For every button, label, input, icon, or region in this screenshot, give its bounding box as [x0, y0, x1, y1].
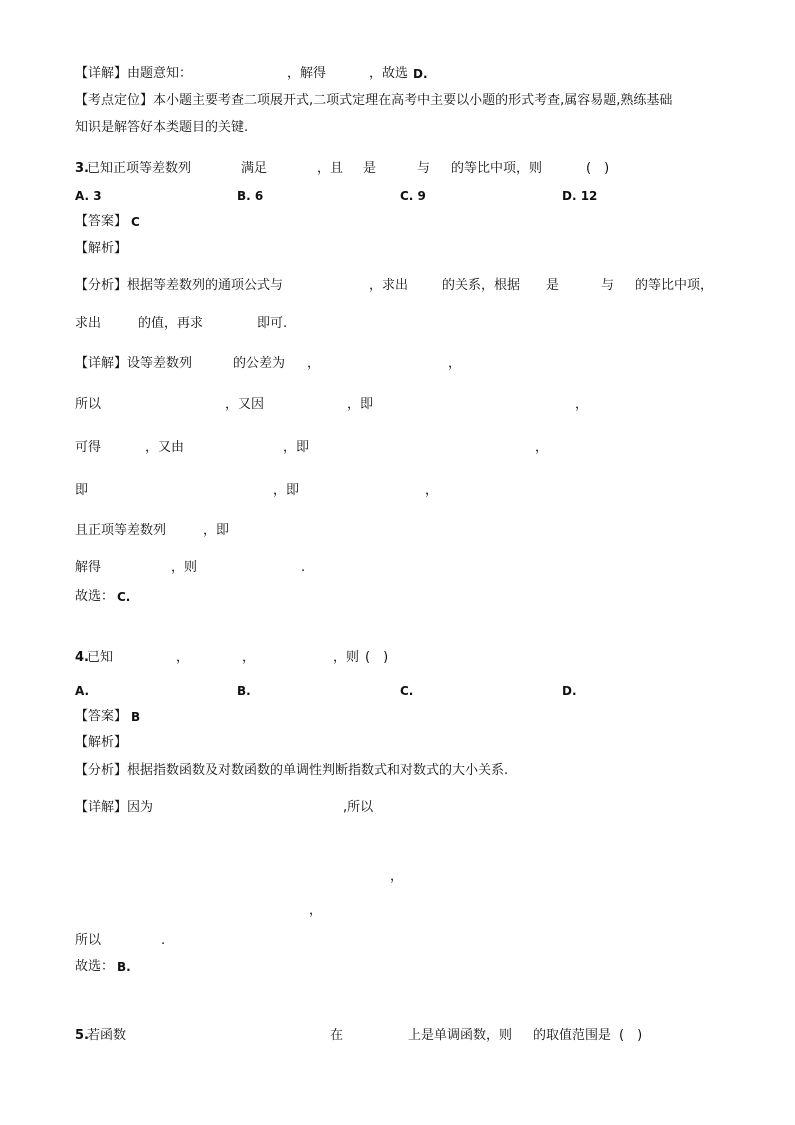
detail-choice: D.: [413, 67, 428, 81]
q4-stem-p4: ，则: [333, 650, 360, 665]
q3-analysis-label: 【解析】: [75, 241, 128, 256]
q3-kede-p1: 可得: [75, 440, 102, 455]
q3-jiede-p1: 解得: [75, 560, 102, 575]
q3-xiangjie-p1: 【详解】设等差数列: [75, 356, 193, 371]
q4-option-b: B.: [237, 684, 251, 698]
q3-ji-p2: ，即: [273, 483, 300, 498]
q4-stem-p1: 已知: [87, 650, 114, 665]
q3-paren: ( ): [586, 161, 610, 176]
q4-answer-label: 【答案】: [75, 709, 128, 724]
q3-stem-p4: 是: [363, 161, 377, 176]
q4-number: 4.: [75, 650, 89, 665]
q3-number: 3.: [75, 161, 89, 176]
q4-xiangjie-p1: 【详解】因为: [75, 800, 154, 815]
q3-guxuan-label: 故选：: [75, 589, 115, 604]
q3-jiede-p2: ，则: [171, 560, 198, 575]
q3-fenxi2-p2: 的值，再求: [138, 316, 204, 331]
q3-xiangjie-p3: ，: [307, 356, 321, 371]
q3-stem-p6: 的等比中项，则: [451, 161, 543, 176]
q3-suoyi-p2: ，又因: [225, 397, 265, 412]
q4-guxuan-value: B.: [117, 960, 131, 974]
q3-ji-p1: 即: [75, 483, 89, 498]
detail-solve-text: ，解得: [287, 66, 327, 81]
q4-guxuan-label: 故选：: [75, 959, 115, 974]
kaodian-line-1: 【考点定位】本小题主要考查二项展开式,二项式定理在高考中主要以小题的形式考查,属容易题,熟练基础: [75, 93, 673, 108]
q5-stem-p3: 上是单调函数，则: [408, 1028, 513, 1043]
q3-xiangjie-p4: ，: [448, 356, 462, 371]
q4-comma-a: ，: [390, 869, 404, 884]
q3-suoyi-p1: 所以: [75, 397, 102, 412]
q5-stem-p2: 在: [330, 1028, 344, 1043]
q3-stem-p2: 满足: [241, 161, 268, 176]
q5-number: 5.: [75, 1028, 89, 1043]
q3-stem-p3: ，且: [317, 161, 344, 176]
q5-stem-p1: 若函数: [87, 1028, 127, 1043]
q4-answer-value: B: [131, 710, 141, 724]
q4-stem-p3: ，: [242, 650, 256, 665]
q3-kede-p3: ，即: [283, 440, 310, 455]
q3-stem-p5: 与: [417, 161, 431, 176]
detail-choose-text: ，故选: [369, 66, 409, 81]
q4-stem-p2: ，: [176, 650, 190, 665]
q3-option-c: C. 9: [400, 189, 426, 203]
q3-guxuan-value: C.: [117, 590, 131, 604]
q3-option-d: D. 12: [562, 189, 598, 203]
q3-stem-p1: 已知正项等差数列: [87, 161, 192, 176]
kaodian-line-2: 知识是解答好本类题目的关键.: [75, 120, 249, 135]
q4-suoyi-p2: .: [161, 933, 166, 948]
q3-ji-p3: ，: [425, 483, 439, 498]
q3-fenxi-p6: 的等比中项，: [635, 278, 714, 293]
q5-stem-p4: 的取值范围是: [533, 1028, 612, 1043]
q3-suoyi-p3: ，即: [347, 397, 374, 412]
q3-kede-p2: ，又由: [145, 440, 185, 455]
q4-option-d: D.: [562, 684, 577, 698]
q4-option-c: C.: [400, 684, 414, 698]
q3-fenxi-p5: 与: [601, 278, 615, 293]
q3-fenxi2-p1: 求出: [75, 316, 102, 331]
q4-suoyi-p1: 所以: [75, 933, 102, 948]
q3-fenxi-p1: 【分析】根据等差数列的通项公式与: [75, 278, 284, 293]
q3-jiede-p3: .: [301, 560, 306, 575]
detail-label: 【详解】由题意知：: [75, 66, 193, 81]
q3-fenxi-p2: ，求出: [369, 278, 409, 293]
q3-xiangjie-p2: 的公差为: [233, 356, 286, 371]
q5-paren: ( ): [619, 1028, 643, 1043]
q3-fenxi-p3: 的关系，根据: [442, 278, 521, 293]
q3-answer-label: 【答案】: [75, 214, 128, 229]
q3-option-a: A. 3: [75, 189, 102, 203]
q4-paren: ( ): [365, 650, 389, 665]
q3-qie-p2: ，即: [203, 523, 230, 538]
q4-option-a: A.: [75, 684, 90, 698]
q4-fenxi-line: 【分析】根据指数函数及对数函数的单调性判断指数式和对数式的大小关系.: [75, 763, 509, 778]
q4-xiangjie-p2: ,所以: [343, 800, 374, 815]
q3-kede-p4: ，: [535, 440, 549, 455]
q3-answer-value: C: [131, 215, 140, 229]
q3-suoyi-p4: ，: [575, 397, 589, 412]
q4-comma-b: ，: [309, 903, 323, 918]
q3-fenxi-p4: 是: [546, 278, 560, 293]
q3-fenxi2-p3: 即可.: [257, 316, 288, 331]
q4-analysis-label: 【解析】: [75, 735, 128, 750]
q3-option-b: B. 6: [237, 189, 264, 203]
q3-qie-p1: 且正项等差数列: [75, 523, 167, 538]
